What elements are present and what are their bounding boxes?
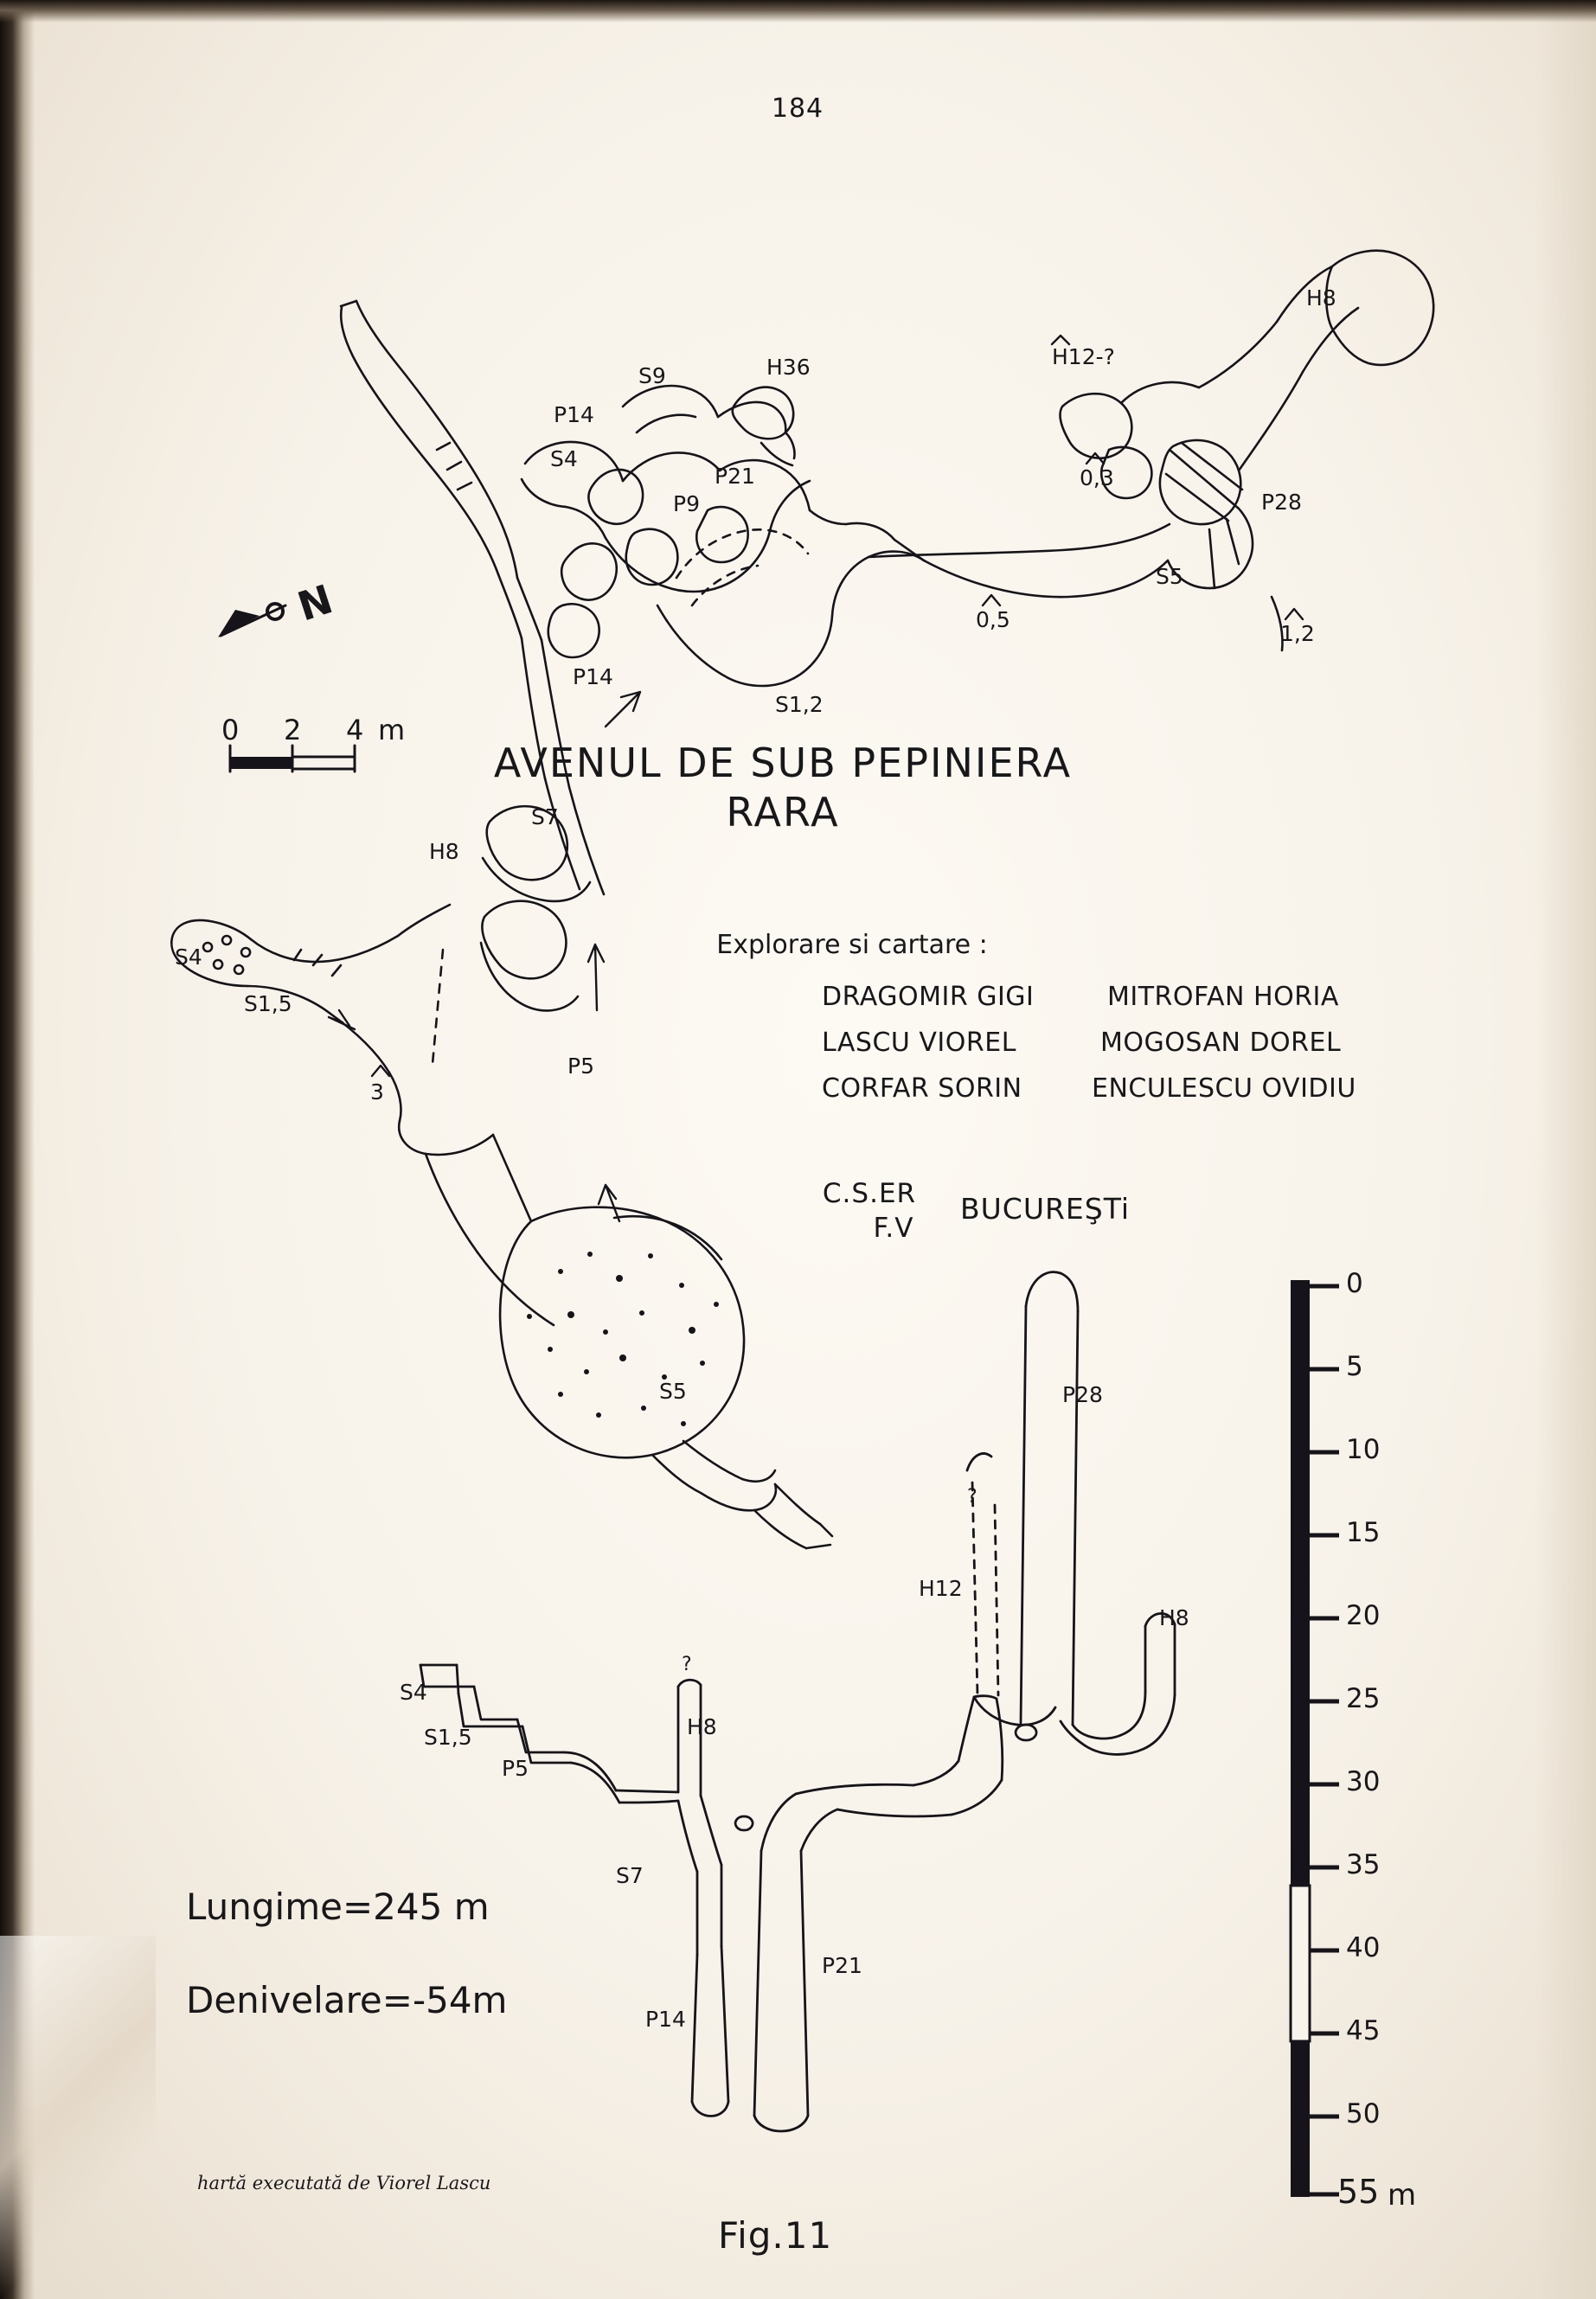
club-line2: F.V (873, 1213, 914, 1244)
club-line1: C.S.ER (822, 1178, 917, 1209)
depth-tick-35: 35 (1346, 1849, 1381, 1880)
scale-unit: m (378, 714, 406, 746)
plan-label-p14-lower: P14 (573, 664, 613, 689)
club-city: BUCUREŞTi (960, 1192, 1131, 1226)
surveyor-3: CORFAR SORIN (822, 1073, 1022, 1104)
cave-depth: Denivelare=-54m (186, 1979, 508, 2021)
credits-heading: Explorare si cartare : (716, 930, 988, 960)
surveyor-5: MOGOSAN DOREL (1100, 1028, 1342, 1058)
surveyor-2: LASCU VIOREL (822, 1028, 1016, 1058)
plan-label-h36: H36 (766, 355, 811, 380)
plan-label-h8-top: H8 (1306, 285, 1336, 311)
map-title-line1: AVENUL DE SUB PEPINIERA (493, 740, 1073, 786)
plan-label-p9: P9 (673, 491, 700, 516)
depth-tick-5: 5 (1346, 1351, 1363, 1382)
plan-label-s1-2: S1,2 (775, 692, 824, 717)
plan-label-0-3: 0,3 (1080, 465, 1114, 490)
plan-label-s5-chamber: S5 (659, 1379, 687, 1404)
profile-label-h8-right: H8 (1159, 1605, 1189, 1630)
plan-label-p14-upper: P14 (554, 402, 594, 427)
map-byline: hartă executată de Viorel Lascu (197, 2173, 491, 2193)
plan-label-p21: P21 (715, 464, 755, 489)
cave-length: Lungime=245 m (186, 1886, 490, 1928)
depth-scale-graphic (1291, 1280, 1339, 2197)
plan-label-h8-mid: H8 (429, 839, 459, 864)
scale-bar-graphic (230, 746, 355, 772)
profile-label-p21: P21 (822, 1953, 862, 1978)
north-label: N (292, 575, 338, 631)
profile-query-h12: ? (967, 1486, 977, 1508)
depth-tick-15: 15 (1346, 1517, 1381, 1548)
depth-tick-10: 10 (1346, 1434, 1381, 1465)
page-number: 184 (771, 93, 824, 124)
plan-label-p5: P5 (567, 1053, 594, 1079)
north-arrow-icon (218, 604, 285, 637)
depth-scale-unit: m (1388, 2178, 1417, 2213)
depth-tick-50: 50 (1346, 2098, 1381, 2129)
plan-label-s9: S9 (638, 363, 666, 388)
plan-view-outline (171, 251, 1433, 1548)
depth-tick-25: 25 (1346, 1683, 1381, 1714)
plan-label-3: 3 (370, 1079, 384, 1105)
profile-label-s4: S4 (400, 1680, 427, 1705)
profile-label-s1-5: S1,5 (424, 1725, 472, 1750)
depth-tick-20: 20 (1346, 1600, 1381, 1631)
profile-label-p28: P28 (1062, 1382, 1103, 1407)
depth-tick-0: 0 (1346, 1268, 1363, 1299)
depth-tick-55: 55 (1337, 2173, 1380, 2211)
surveyor-6: ENCULESCU OVIDIU (1092, 1073, 1356, 1104)
surveyor-1: DRAGOMIR GIGI (822, 982, 1035, 1012)
profile-label-s7: S7 (616, 1863, 644, 1888)
scale-tick-4: 4 (346, 714, 364, 746)
scale-tick-0: 0 (221, 714, 240, 746)
plan-label-s4-left: S4 (175, 945, 202, 970)
plan-label-s7: S7 (531, 804, 559, 829)
depth-tick-30: 30 (1346, 1766, 1381, 1797)
profile-label-h12: H12 (919, 1576, 963, 1601)
scale-tick-2: 2 (284, 714, 302, 746)
plan-label-0-5: 0,5 (976, 607, 1010, 632)
figure-label: Fig.11 (718, 2214, 833, 2257)
depth-tick-40: 40 (1346, 1932, 1381, 1963)
profile-label-p5: P5 (502, 1756, 529, 1781)
surveyor-4: MITROFAN HORIA (1107, 982, 1339, 1012)
profile-label-h8: H8 (687, 1714, 717, 1739)
profile-label-p14: P14 (645, 2007, 686, 2032)
plan-label-h12: H12-? (1052, 344, 1115, 369)
plan-label-p28: P28 (1261, 490, 1302, 515)
profile-query-h8: ? (682, 1654, 692, 1675)
map-title-line2: RARA (726, 789, 840, 836)
depth-tick-45: 45 (1346, 2015, 1381, 2046)
plan-label-s1-5: S1,5 (244, 991, 292, 1016)
plan-label-s5-east: S5 (1156, 564, 1183, 589)
plan-label-1-2: 1,2 (1280, 621, 1315, 646)
plan-label-s4-upper: S4 (550, 446, 578, 471)
